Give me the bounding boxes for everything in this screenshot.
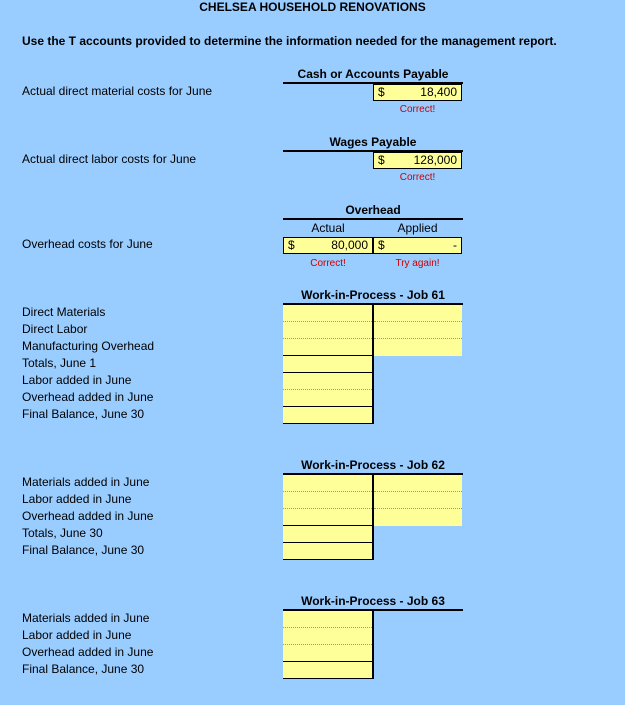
overhead-actual-input[interactable] (283, 237, 373, 254)
currency-symbol: $ (288, 238, 295, 252)
material-costs-feedback: Correct! (399, 104, 436, 115)
job63-header: Work-in-Process - Job 63 (301, 594, 445, 608)
job62-row-overhead-added: Overhead added in June (22, 509, 154, 523)
currency-symbol: $ (378, 238, 385, 252)
job63-row-final-balance: Final Balance, June 30 (22, 662, 145, 676)
currency-symbol: $ (378, 153, 385, 167)
job61-debit-input[interactable] (283, 373, 372, 390)
job61-credit-input[interactable] (374, 322, 462, 339)
job63-debit-input[interactable] (283, 611, 372, 628)
overhead-applied-col: Applied (397, 221, 438, 235)
overhead-header: Overhead (345, 203, 401, 217)
job62-row-totals: Totals, June 30 (22, 526, 103, 540)
job61-row-overhead-added: Overhead added in June (22, 390, 154, 404)
job61-debit-input[interactable] (283, 390, 372, 407)
job63-debit-input[interactable] (283, 628, 372, 645)
material-costs-label: Actual direct material costs for June (22, 84, 213, 98)
labor-costs-input[interactable] (373, 152, 462, 169)
job61-row-direct-materials: Direct Materials (22, 305, 106, 319)
overhead-applied-value: - (453, 238, 457, 252)
job62-debit-input[interactable] (283, 475, 372, 492)
job61-debit-input[interactable] (283, 407, 372, 424)
overhead-actual-feedback: Correct! (310, 258, 346, 269)
job61-debit-input[interactable] (283, 339, 372, 356)
job62-credit-input[interactable] (374, 492, 462, 509)
cash-ap-header: Cash or Accounts Payable (297, 67, 449, 81)
job63-debit-input[interactable] (283, 645, 372, 662)
job61-row-direct-labor: Direct Labor (22, 322, 88, 336)
job63-row-materials-added: Materials added in June (22, 611, 150, 625)
job62-debit-input[interactable] (283, 492, 372, 509)
material-costs-value: 18,400 (420, 85, 457, 99)
job63-t-divider (372, 609, 374, 679)
job61-row-labor-added: Labor added in June (22, 373, 132, 387)
job61-debit-input[interactable] (283, 356, 372, 373)
instructions: Use the T accounts provided to determine the information needed for the management report. (22, 34, 557, 48)
job61-row-totals: Totals, June 1 (22, 356, 97, 370)
job62-debit-input[interactable] (283, 543, 372, 560)
overhead-applied-input[interactable] (373, 237, 462, 254)
overhead-costs-label: Overhead costs for June (22, 237, 153, 251)
job61-credit-input[interactable] (374, 339, 462, 356)
overhead-t-line (283, 218, 463, 220)
job61-row-final-balance: Final Balance, June 30 (22, 407, 145, 421)
material-costs-input[interactable] (373, 84, 462, 101)
job61-debit-input[interactable] (283, 305, 372, 322)
job62-header: Work-in-Process - Job 62 (301, 458, 445, 472)
job62-debit-input[interactable] (283, 509, 372, 526)
labor-costs-value: 128,000 (413, 153, 457, 167)
job62-row-final-balance: Final Balance, June 30 (22, 543, 145, 557)
overhead-applied-feedback: Try again! (395, 258, 440, 269)
job63-debit-input[interactable] (283, 662, 372, 679)
job62-row-materials-added: Materials added in June (22, 475, 150, 489)
job61-header: Work-in-Process - Job 61 (301, 288, 445, 302)
overhead-actual-value: 80,000 (331, 238, 368, 252)
page-title: CHELSEA HOUSEHOLD RENOVATIONS (199, 0, 426, 14)
job62-row-labor-added: Labor added in June (22, 492, 132, 506)
job63-row-labor-added: Labor added in June (22, 628, 132, 642)
overhead-actual-col: Actual (311, 221, 345, 235)
job63-row-overhead-added: Overhead added in June (22, 645, 154, 659)
job61-debit-input[interactable] (283, 322, 372, 339)
job62-credit-input[interactable] (374, 475, 462, 492)
labor-costs-label: Actual direct labor costs for June (22, 152, 197, 166)
job61-credit-input[interactable] (374, 305, 462, 322)
labor-costs-feedback: Correct! (399, 172, 436, 183)
job62-debit-input[interactable] (283, 526, 372, 543)
wages-header: Wages Payable (329, 135, 417, 149)
job61-t-divider (372, 303, 374, 424)
job62-credit-input[interactable] (374, 509, 462, 526)
job62-t-divider (372, 473, 374, 560)
currency-symbol: $ (378, 85, 385, 99)
job61-row-overhead: Manufacturing Overhead (22, 339, 155, 353)
